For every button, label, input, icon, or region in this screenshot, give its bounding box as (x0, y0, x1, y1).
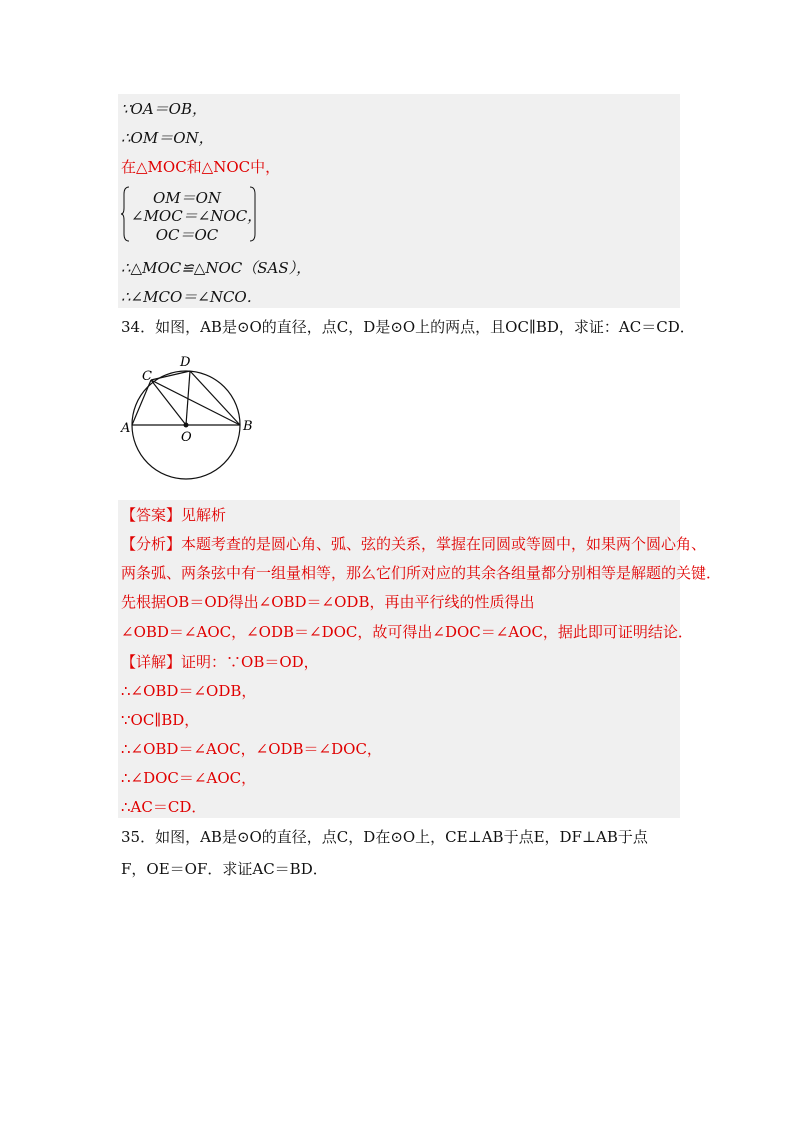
label-D: D (180, 355, 191, 370)
detail-text: 证明：∵OB＝OD， (181, 653, 319, 671)
label-O: O (181, 430, 192, 445)
detail-line (121, 652, 319, 672)
question-35-line: 35．如图，AB是⊙O的直径，点C，D在⊙O上，CE⊥AB于点E，DF⊥AB于点 (121, 828, 648, 846)
system-line: OM＝ON (152, 189, 222, 207)
answer-text: 见解析 (181, 506, 227, 524)
text-line: ∴△MOC≌△NOC（SAS）， (121, 259, 312, 277)
geometry-figure-34 (118, 350, 268, 494)
detail-line: ∴AC＝CD． (121, 798, 207, 816)
answer-line (121, 505, 226, 525)
question-34: 34．如图，AB是⊙O的直径，点C，D是⊙O上的两点，且OC∥BD，求证：AC＝CD． (121, 318, 695, 336)
text-line: ∴∠MCO＝∠NCO． (121, 288, 262, 306)
analysis-line: 两条弧、两条弦中有一组量相等，那么它们所对应的其余各组量都分别相等是解题的关键． (121, 564, 722, 582)
analysis-tag: 【分析】 (121, 535, 182, 553)
question-35-line: F，OE＝OF．求证AC＝BD． (121, 860, 328, 878)
analysis-line: 先根据OB＝OD得出∠OBD＝∠ODB，再由平行线的性质得出 (121, 593, 535, 611)
left-brace (121, 186, 131, 242)
label-B: B (243, 419, 253, 434)
detail-line: ∴∠OBD＝∠ODB， (121, 682, 257, 700)
analysis-text: 本题考查的是圆心角、弧、弦的关系，掌握在同圆或等圆中，如果两个圆心角、 (181, 535, 707, 553)
answer-tag: 【答案】 (121, 506, 182, 524)
detail-tag: 【详解】 (121, 653, 182, 671)
text-line: ∴OM＝ON， (121, 129, 214, 147)
label-C: C (142, 369, 152, 384)
analysis-line (121, 534, 706, 554)
system-line: ∠MOC＝∠NOC， (131, 207, 263, 225)
right-brace (248, 186, 258, 246)
detail-line: ∴∠OBD＝∠AOC，∠ODB＝∠DOC， (121, 740, 382, 758)
detail-line: ∵OC∥BD， (121, 711, 200, 729)
text-line: ∵OA＝OB， (121, 100, 207, 118)
detail-line: ∴∠DOC＝∠AOC， (121, 769, 257, 787)
text-line: 在△MOC和△NOC中， (121, 158, 281, 176)
analysis-line: ∠OBD＝∠AOC，∠ODB＝∠DOC，故可得出∠DOC＝∠AOC，据此即可证明结论． (121, 623, 693, 641)
label-A: A (121, 421, 131, 436)
system-line: OC＝OC (155, 226, 219, 244)
